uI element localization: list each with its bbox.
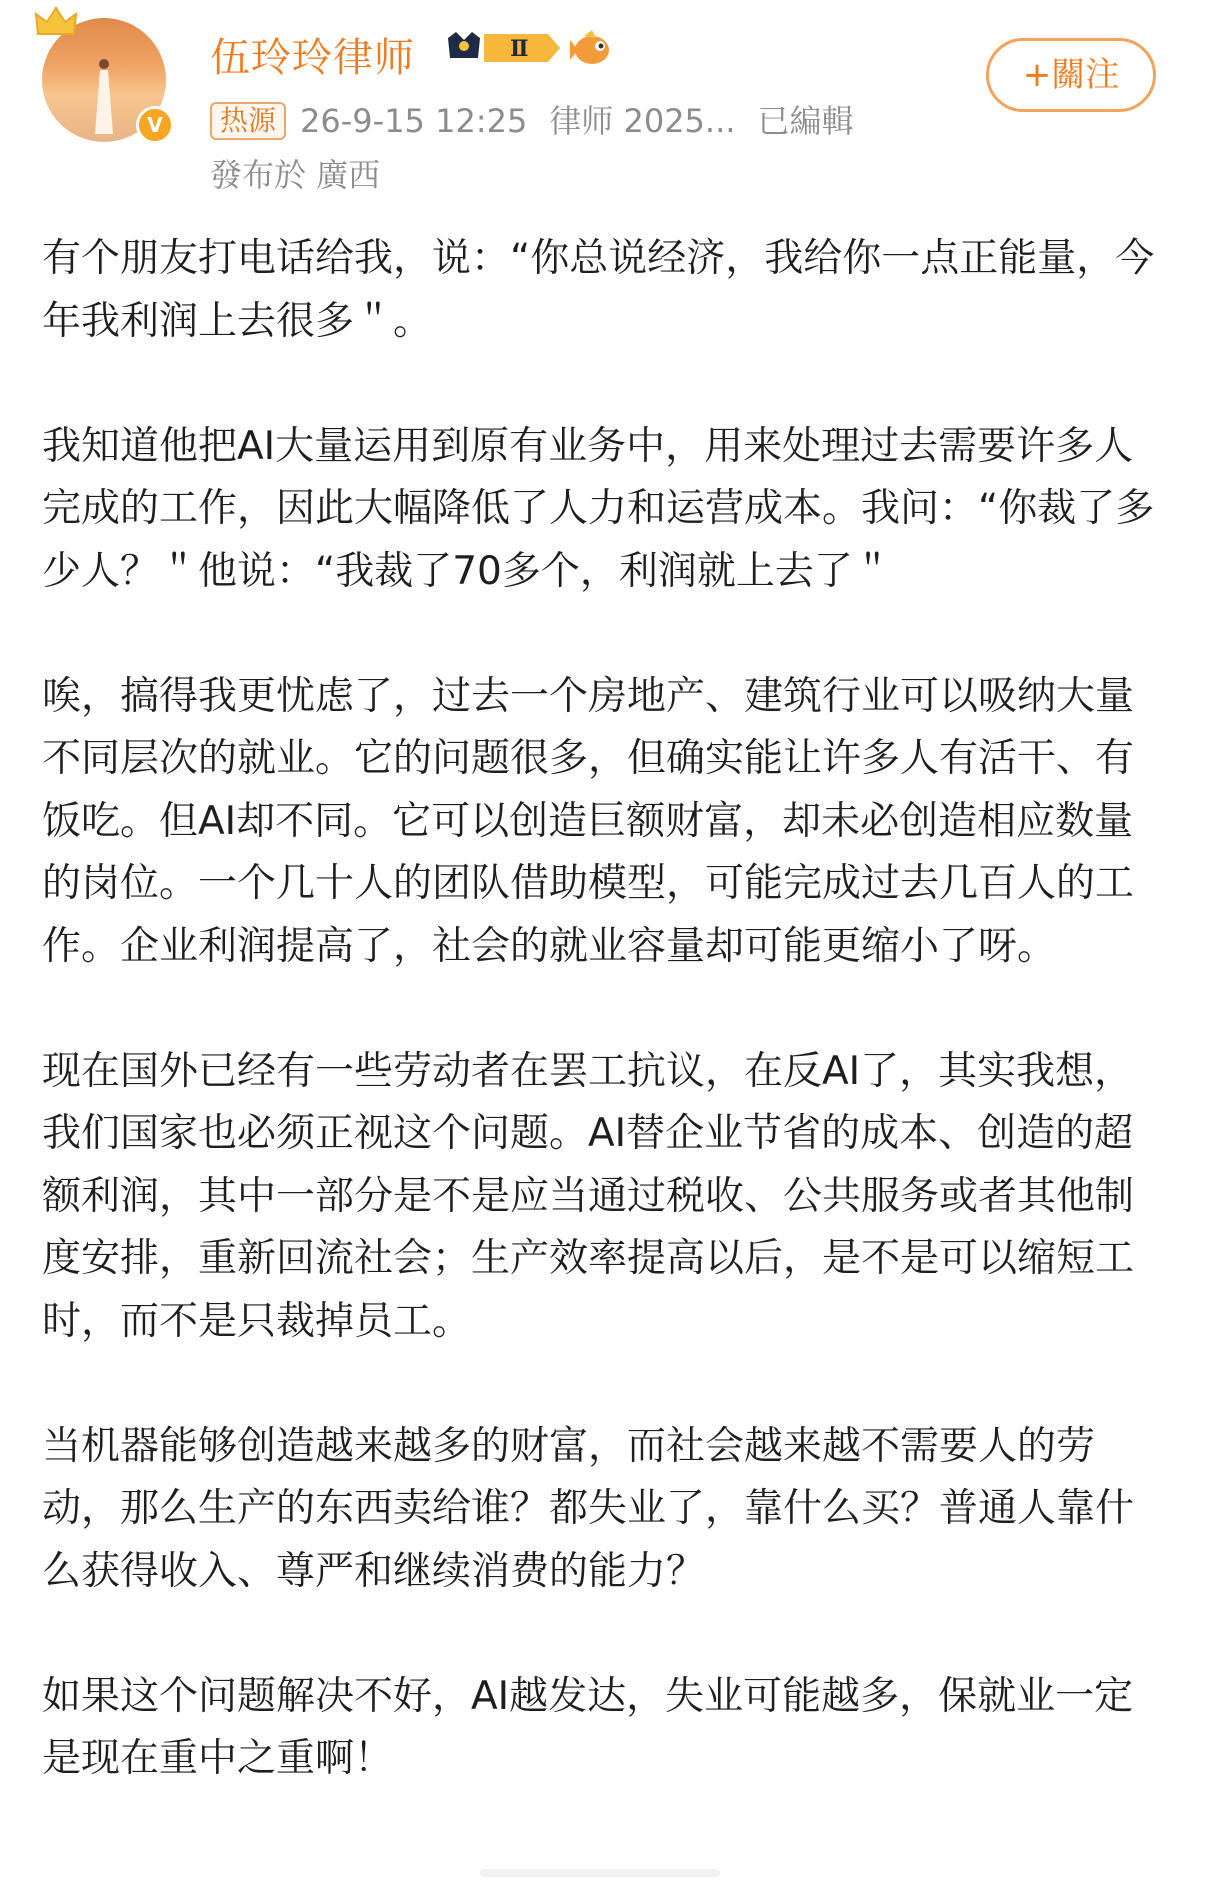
post-header <box>0 0 1206 200</box>
post-meta <box>210 96 853 142</box>
post-body <box>42 228 1160 1853</box>
post-source: 律师 2025... <box>549 102 736 140</box>
bottom-fade <box>0 1851 1206 1901</box>
scroll-hint-bar <box>480 1869 720 1877</box>
username[interactable]: 伍玲玲律师 <box>210 35 415 81</box>
avatar-figure-icon <box>92 56 116 136</box>
post-timestamp: 26-9-15 12:25 <box>300 102 528 140</box>
follow-button[interactable]: +關注 <box>986 38 1156 112</box>
edited-label[interactable]: 已編輯 <box>757 102 854 140</box>
verified-icon: V <box>136 106 174 144</box>
fish-badge-icon[interactable] <box>570 28 616 68</box>
paragraph-6: 如果这个问题解决不好，AI越发达，失业可能越多，保就业一定是现在重中之重啊！ <box>42 1673 1134 1781</box>
paragraph-2: 我知道他把AI大量运用到原有业务中，用来处理过去需要许多人完成的工作，因此大幅降低了人力和运营成本。我问：“你裁了多少人？＂他说：“我裁了70多个，利润就上去了＂ <box>42 423 1155 594</box>
paragraph-1: 有个朋友打电话给我，说：“你总说经济，我给你一点正能量，今年我利润上去很多＂。 <box>42 236 1155 344</box>
vip-level: Ⅱ <box>510 36 529 62</box>
paragraph-4: 现在国外已经有一些劳动者在罢工抗议，在反AI了，其实我想，我们国家也必须正视这个问题。AI替企业节省的成本、创造的超额利润，其中一部分是不是应当通过税收、公共服务或者其他制度安排，重新回流社会；生产效率提高以后，是不是可以缩短工时，而不是只裁掉员工。 <box>42 1048 1135 1344</box>
avatar[interactable] <box>42 18 170 146</box>
post-location: 發布於 廣西 <box>210 156 381 194</box>
vip-badge-icon[interactable] <box>444 28 566 68</box>
hot-tag[interactable]: 热源 <box>210 102 286 140</box>
crown-icon <box>34 4 78 40</box>
paragraph-5: 当机器能够创造越来越多的财富，而社会越来越不需要人的劳动，那么生产的东西卖给谁？都失业了，靠什么买？普通人靠什么获得收入、尊严和继续消费的能力？ <box>42 1423 1135 1594</box>
paragraph-3: 唉，搞得我更忧虑了，过去一个房地产、建筑行业可以吸纳大量不同层次的就业。它的问题很多，但确实能让许多人有活干、有饭吃。但AI却不同。它可以创造巨额财富，却未必创造相应数量的岗位。一个几十人的团队借助模型，可能完成过去几百人的工作。企业利润提高了，社会的就业容量却可能更缩小了呀。 <box>42 673 1135 969</box>
